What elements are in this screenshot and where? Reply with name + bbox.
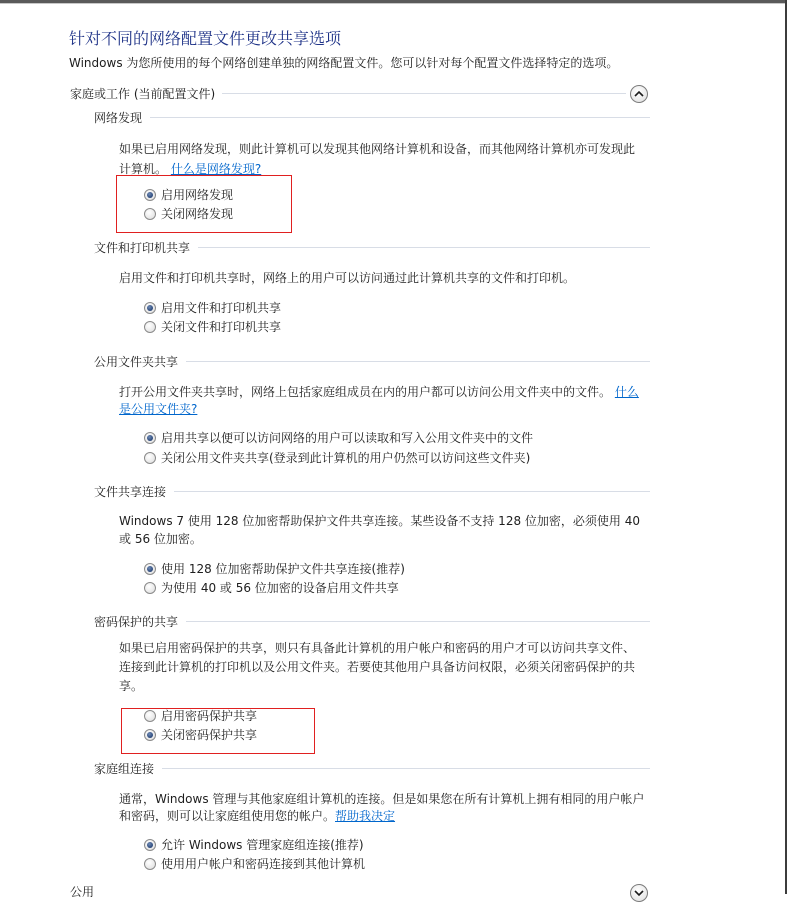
- highlight-box-network-discovery: [116, 175, 292, 233]
- section-network-discovery-title: 网络发现: [94, 111, 143, 125]
- radio-button-icon[interactable]: [144, 189, 156, 201]
- public-folder-link-line2: [119, 399, 197, 419]
- profile-home-divider: [222, 93, 626, 94]
- what-is-public-folder-link-part1[interactable]: 什么: [614, 385, 639, 399]
- profile-home-header[interactable]: 家庭或工作 (当前配置文件): [70, 87, 216, 101]
- what-is-network-discovery-link[interactable]: 什么是网络发现?: [170, 162, 262, 176]
- radio-label: 关闭文件和打印机共享: [161, 320, 282, 334]
- radio-button-icon[interactable]: [144, 563, 156, 575]
- help-me-decide-link[interactable]: 帮助我决定: [335, 809, 396, 823]
- chevron-down-icon[interactable]: [630, 884, 648, 902]
- section-divider: [150, 117, 650, 118]
- section-divider: [162, 768, 650, 769]
- file-sharing-connections-text-line2: 或 56 位加密。: [119, 532, 202, 546]
- window-top-border-inner: [0, 3, 787, 4]
- radio-label: 启用文件和打印机共享: [161, 301, 282, 315]
- radio-button-icon[interactable]: [144, 839, 156, 851]
- radio-use-128-bit-encryption[interactable]: [144, 560, 405, 577]
- radio-enable-network-discovery[interactable]: [144, 186, 233, 203]
- radio-enable-password-protected-sharing[interactable]: [144, 707, 257, 724]
- radio-button-icon[interactable]: [144, 858, 156, 870]
- radio-label: 允许 Windows 管理家庭组连接(推荐): [161, 838, 364, 852]
- radio-button-icon[interactable]: [144, 302, 156, 314]
- section-password-protected-sharing-title: 密码保护的共享: [94, 615, 179, 629]
- radio-allow-windows-manage-homegroup[interactable]: [144, 836, 364, 853]
- radio-label: 启用共享以便可以访问网络的用户可以读取和写入公用文件夹中的文件: [161, 431, 534, 445]
- file-printer-sharing-text: 启用文件和打印机共享时，网络上的用户可以访问通过此计算机共享的文件和打印机。: [119, 271, 576, 285]
- radio-label: 关闭密码保护共享: [161, 728, 258, 742]
- radio-enable-40-56-bit-encryption[interactable]: [144, 579, 399, 596]
- section-homegroup-connections-title: 家庭组连接: [94, 762, 155, 776]
- section-divider: [186, 361, 650, 362]
- radio-button-icon[interactable]: [144, 452, 156, 464]
- page-title: 针对不同的网络配置文件更改共享选项: [69, 29, 342, 48]
- section-divider: [198, 247, 650, 248]
- password-sharing-text-line2: 连接到此计算机的打印机以及公用文件夹。若要使其他用户具备访问权限，必须关闭密码保护的共: [119, 660, 636, 674]
- homegroup-text-line2: 和密码，则可以让家庭组使用您的帐户。帮助我决定: [119, 809, 396, 823]
- radio-label: 使用 128 位加密帮助保护文件共享连接(推荐): [161, 562, 405, 576]
- radio-label: 启用网络发现: [161, 188, 234, 202]
- network-discovery-text: 如果已启用网络发现，则此计算机可以发现其他网络计算机和设备，而其他网络计算机亦可发现此计算机。 什么是网络发现?: [119, 142, 636, 176]
- radio-label: 关闭网络发现: [161, 207, 234, 221]
- section-public-folder-sharing-title: 公用文件夹共享: [94, 355, 179, 369]
- profile-public-header[interactable]: 公用: [70, 885, 95, 899]
- radio-button-icon[interactable]: [144, 582, 156, 594]
- section-file-sharing-connections-title: 文件共享连接: [94, 485, 167, 499]
- page-description: Windows 为您所使用的每个网络创建单独的网络配置文件。您可以针对每个配置文件选择特定的选项。: [69, 56, 619, 70]
- radio-disable-password-protected-sharing[interactable]: [144, 726, 257, 743]
- file-sharing-connections-text-line1: Windows 7 使用 128 位加密帮助保护文件共享连接。某些设备不支持 128 位加密，必须使用 40: [119, 514, 640, 528]
- radio-label: 使用用户帐户和密码连接到其他计算机: [161, 857, 366, 871]
- section-divider: [174, 491, 650, 492]
- radio-use-user-account-password[interactable]: [144, 855, 365, 872]
- radio-label: 关闭公用文件夹共享(登录到此计算机的用户仍然可以访问这些文件夹): [161, 451, 531, 465]
- radio-enable-file-printer-sharing[interactable]: [144, 299, 281, 316]
- radio-label: 为使用 40 或 56 位加密的设备启用文件共享: [161, 581, 399, 595]
- radio-button-icon[interactable]: [144, 208, 156, 220]
- radio-disable-file-printer-sharing[interactable]: [144, 318, 281, 335]
- public-folder-sharing-text: 打开公用文件夹共享时，网络上包括家庭组成员在内的用户都可以访问公用文件夹中的文件。 什么: [119, 385, 639, 399]
- radio-button-icon[interactable]: [144, 729, 156, 741]
- radio-disable-public-folder-sharing[interactable]: [144, 449, 530, 466]
- radio-button-icon[interactable]: [144, 321, 156, 333]
- radio-label: 启用密码保护共享: [161, 709, 258, 723]
- radio-enable-public-folder-sharing[interactable]: [144, 429, 533, 446]
- what-is-public-folder-link-part2[interactable]: 是公用文件夹?: [119, 402, 198, 416]
- section-divider: [186, 621, 650, 622]
- password-sharing-text-line1: 如果已启用密码保护的共享，则只有具备此计算机的用户帐户和密码的用户才可以访问共享文件、: [119, 641, 636, 655]
- radio-disable-network-discovery[interactable]: [144, 205, 233, 222]
- radio-button-icon[interactable]: [144, 432, 156, 444]
- chevron-up-icon[interactable]: [630, 85, 648, 103]
- password-sharing-text-line3: 享。: [119, 679, 144, 693]
- section-file-printer-sharing-title: 文件和打印机共享: [94, 241, 191, 255]
- homegroup-text-line1: 通常，Windows 管理与其他家庭组计算机的连接。但是如果您在所有计算机上拥有相同的用户帐户: [119, 792, 645, 806]
- radio-button-icon[interactable]: [144, 710, 156, 722]
